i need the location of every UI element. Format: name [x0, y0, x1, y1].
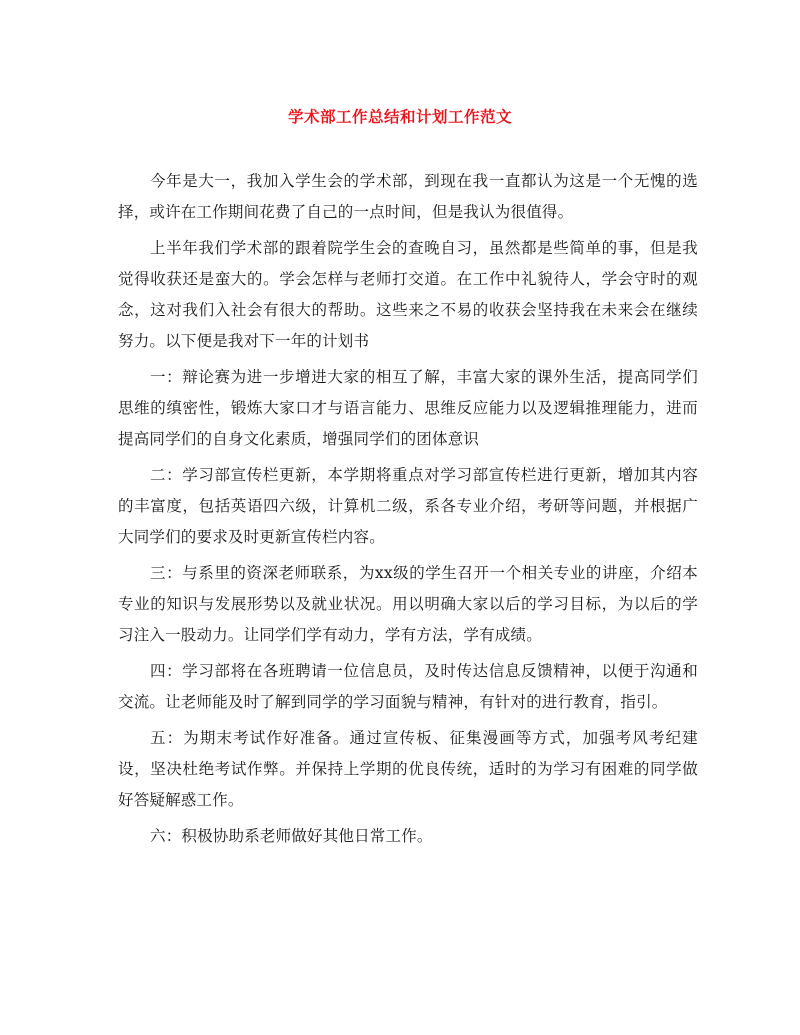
paragraph-plan-exam-prep: 五：为期末考试作好准备。通过宣传板、征集漫画等方式，加强考风考纪建设，坚决杜绝考试作弊。并保持上学期的优良传统，适时的为学习有困难的同学做好答疑解惑工作。: [118, 729, 698, 809]
paragraph-plan-info-officer: 四：学习部将在各班聘请一位信息员，及时传达信息反馈精神，以便于沟通和交流。让老师能及时了解到同学的学习面貌与精神，有针对的进行教育，指引。: [118, 662, 698, 711]
paragraph-plan-debate: 一：辩论赛为进一步增进大家的相互了解，丰富大家的课外生活，提高同学们思维的缜密性，锻炼大家口才与语言能力、思维反应能力以及逻辑推理能力，进而提高同学们的自身文化素质，增强同学们的团体意识: [118, 368, 698, 448]
document-title: 学术部工作总结和计划工作范文: [287, 107, 512, 126]
paragraph-intro: 今年是大一，我加入学生会的学术部，到现在我一直都认为这是一个无愧的选择，或许在工作期间花费了自己的一点时间，但是我认为很值得。: [118, 172, 698, 221]
document-body: [118, 166, 698, 857]
paragraph-first-half-review: 上半年我们学术部的跟着院学生会的查晚自习，虽然都是些简单的事，但是我觉得收获还是蛮大的。学会怎样与老师打交道。在工作中礼貌待人，学会守时的观念，这对我们入社会有很大的帮助。这些来之不易的收获会坚持我在未来会在继续努力。以下便是我对下一年的计划书: [118, 239, 698, 350]
paragraph-plan-daily-work: 六：积极协助系老师做好其他日常工作。: [150, 827, 433, 845]
paragraph-plan-bulletin-board: 二：学习部宣传栏更新，本学期将重点对学习部宣传栏进行更新，增加其内容的丰富度，包括英语四六级，计算机二级，系各专业介绍，考研等问题，并根据广大同学们的要求及时更新宣传栏内容。: [118, 466, 698, 546]
paragraph-plan-lecture: 三：与系里的资深老师联系，为xx级的学生召开一个相关专业的讲座，介绍本专业的知识与发展形势以及就业状况。用以明确大家以后的学习目标，为以后的学习注入一股动力。让同学们学有动力，学有方法，学有成绩。: [118, 564, 698, 644]
